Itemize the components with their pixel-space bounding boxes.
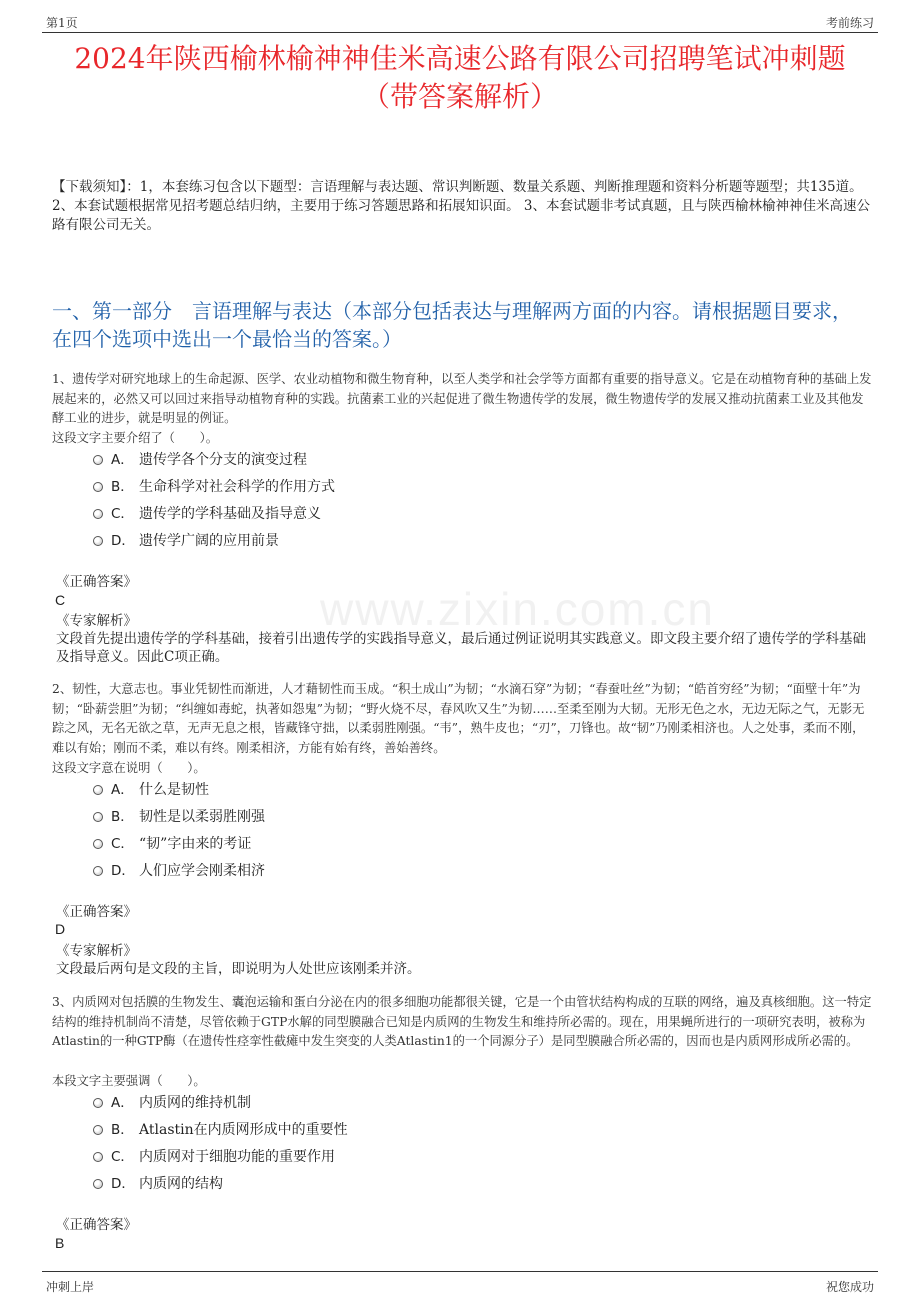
q3-option-b[interactable] (93, 1121, 348, 1139)
footer-right-text: 祝您成功 (825, 1280, 874, 1294)
radio-icon[interactable] (93, 866, 103, 876)
question-1-stem: 这段文字主要介绍了（ ）。 (52, 431, 219, 445)
header-page-number: 第1页 (46, 16, 78, 30)
header-right-text: 考前练习 (825, 16, 874, 30)
option-text: 内质网的结构 (139, 1176, 223, 1192)
q3-option-c[interactable] (93, 1148, 335, 1166)
q1-answer-label: 《正确答案》 (56, 574, 137, 590)
q3-option-a[interactable] (93, 1094, 251, 1112)
q1-option-a[interactable] (93, 451, 307, 469)
option-letter: B． (111, 1122, 134, 1138)
option-text: 遗传学各个分支的演变过程 (139, 452, 307, 468)
header-divider (42, 32, 878, 33)
q3-option-d[interactable] (93, 1175, 223, 1193)
option-letter: B． (111, 809, 134, 825)
option-letter: A． (111, 782, 134, 798)
q3-answer-label: 《正确答案》 (56, 1217, 137, 1233)
option-letter: D． (111, 863, 135, 879)
q1-analysis: 文段首先提出遗传学的学科基础，接着引出遗传学的实践指导意义，最后通过例证说明其实践意义。即文段主要介绍了遗传学的学科基础及指导意义。因此C项正确。 (56, 631, 866, 665)
option-letter: D． (111, 1176, 135, 1192)
section-heading: 一、第一部分 言语理解与表达（本部分包括表达与理解两方面的内容。请根据题目要求，在四个选项中选出一个最恰当的答案。） (52, 299, 852, 351)
footer-divider (42, 1271, 878, 1272)
option-text: 遗传学广阔的应用前景 (139, 533, 279, 549)
radio-icon[interactable] (93, 812, 103, 822)
option-text: 人们应学会刚柔相济 (139, 863, 265, 879)
radio-icon[interactable] (93, 455, 103, 465)
title-line-2: （带答案解析） (361, 80, 558, 113)
q1-answer: C (55, 592, 66, 608)
radio-icon[interactable] (93, 1125, 103, 1135)
title-line-1: 2024年陕西榆林榆神神佳米高速公路有限公司招聘笔试冲刺题 (74, 42, 846, 75)
q2-answer-label: 《正确答案》 (56, 904, 137, 920)
q2-option-c[interactable] (93, 835, 251, 853)
radio-icon[interactable] (93, 1098, 103, 1108)
option-text: 生命科学对社会科学的作用方式 (139, 479, 335, 495)
watermark: www.zixin.com.cn (320, 583, 715, 635)
question-3-text: 3、内质网对包括膜的生物发生、囊泡运输和蛋白分泌在内的很多细胞功能都很关键，它是一个由管状结构构成的互联的网络，遍及真核细胞。这一特定结构的维持机制尚不清楚，尽管依赖于GTP水解的同型膜融合已知是内质网的生物发生和维持所必需的。现在，用果蝇所进行的一项研究表明，被称为Atlastin的一种GTP酶（在遗传性痉挛性截瘫中发生突变的人类Atlastin1的一个同源分子）是同型膜融合所必需的，因而也是内质网形成所必需的。 (52, 995, 872, 1049)
option-letter: A． (111, 1095, 134, 1111)
page-title (30, 40, 890, 116)
option-text: 内质网对于细胞功能的重要作用 (139, 1149, 335, 1165)
question-2-text: 2、韧性，大意志也。事业凭韧性而渐进，人才藉韧性而玉成。“积土成山”为韧；“水滴石穿”为韧；“春蚕吐丝”为韧；“皓首穷经”为韧；“面壁十年”为韧；“卧薪尝胆”为韧；“纠缠如毒蛇，执著如怨鬼”为韧；“野火烧不尽，春风吹又生”为韧……至柔至刚为大韧。无形无色之水，无边无际之气，无影无踪之风，无名无欲之草，无声无息之根，皆藏锋守拙，以柔弱胜刚强。“韦”，熟牛皮也；“刃”，刀锋也。故“韧”乃刚柔相济也。人之处事，柔而不刚，难以有始；刚而不柔，难以有终。刚柔相济，方能有始有终，善始善终。 (52, 682, 865, 755)
q1-option-b[interactable] (93, 478, 335, 496)
option-letter: C． (111, 836, 134, 852)
radio-icon[interactable] (93, 1152, 103, 1162)
option-letter: A． (111, 452, 134, 468)
radio-icon[interactable] (93, 1179, 103, 1189)
question-3-stem: 本段文字主要强调（ ）。 (52, 1074, 206, 1088)
q1-analysis-label: 《专家解析》 (56, 613, 137, 629)
option-letter: C． (111, 1149, 134, 1165)
q2-answer: D (55, 921, 66, 937)
radio-icon[interactable] (93, 785, 103, 795)
option-text: 韧性是以柔弱胜刚强 (139, 809, 265, 825)
q1-option-c[interactable] (93, 505, 321, 523)
q3-answer: B (55, 1235, 65, 1251)
option-text: 遗传学的学科基础及指导意义 (139, 506, 321, 522)
q1-option-d[interactable] (93, 532, 279, 550)
option-text: 什么是韧性 (139, 782, 209, 798)
radio-icon[interactable] (93, 839, 103, 849)
download-notice: 【下载须知】：1，本套练习包含以下题型：言语理解与表达题、常识判断题、数量关系题、判断推理题和资料分析题等题型；共135道。 2、本套试题根据常见招考题总结归纳，主要用于练习答题思路和拓展知识面。 3、本套试题非考试真题，且与陕西榆林榆神神佳米高速公路有限公司无关。 (52, 179, 870, 233)
q2-option-b[interactable] (93, 808, 265, 826)
question-2-stem: 这段文字意在说明（ ）。 (52, 761, 206, 775)
option-letter: C． (111, 506, 134, 522)
radio-icon[interactable] (93, 482, 103, 492)
question-1-text: 1、遗传学对研究地球上的生命起源、医学、农业动植物和微生物育种，以至人类学和社会学等方面都有重要的指导意义。它是在动植物育种的基础上发展起来的，必然又可以回过来指导动植物育种的实践。抗菌素工业的兴起促进了微生物遗传学的发展，微生物遗传学的发展又推动抗菌素工业及其他发酵工业的进步，就是明显的例证。 (52, 372, 872, 426)
option-letter: D． (111, 533, 135, 549)
radio-icon[interactable] (93, 536, 103, 546)
footer-left-text: 冲刺上岸 (46, 1280, 95, 1294)
q2-option-d[interactable] (93, 862, 265, 880)
q2-analysis: 文段最后两句是文段的主旨，即说明为人处世应该刚柔并济。 (56, 961, 421, 977)
option-text: 内质网的维持机制 (139, 1095, 251, 1111)
q2-option-a[interactable] (93, 781, 209, 799)
option-letter: B． (111, 479, 134, 495)
q2-analysis-label: 《专家解析》 (56, 943, 137, 959)
option-text: “韧”字由来的考证 (139, 836, 252, 852)
option-text: Atlastin在内质网形成中的重要性 (139, 1122, 348, 1138)
radio-icon[interactable] (93, 509, 103, 519)
